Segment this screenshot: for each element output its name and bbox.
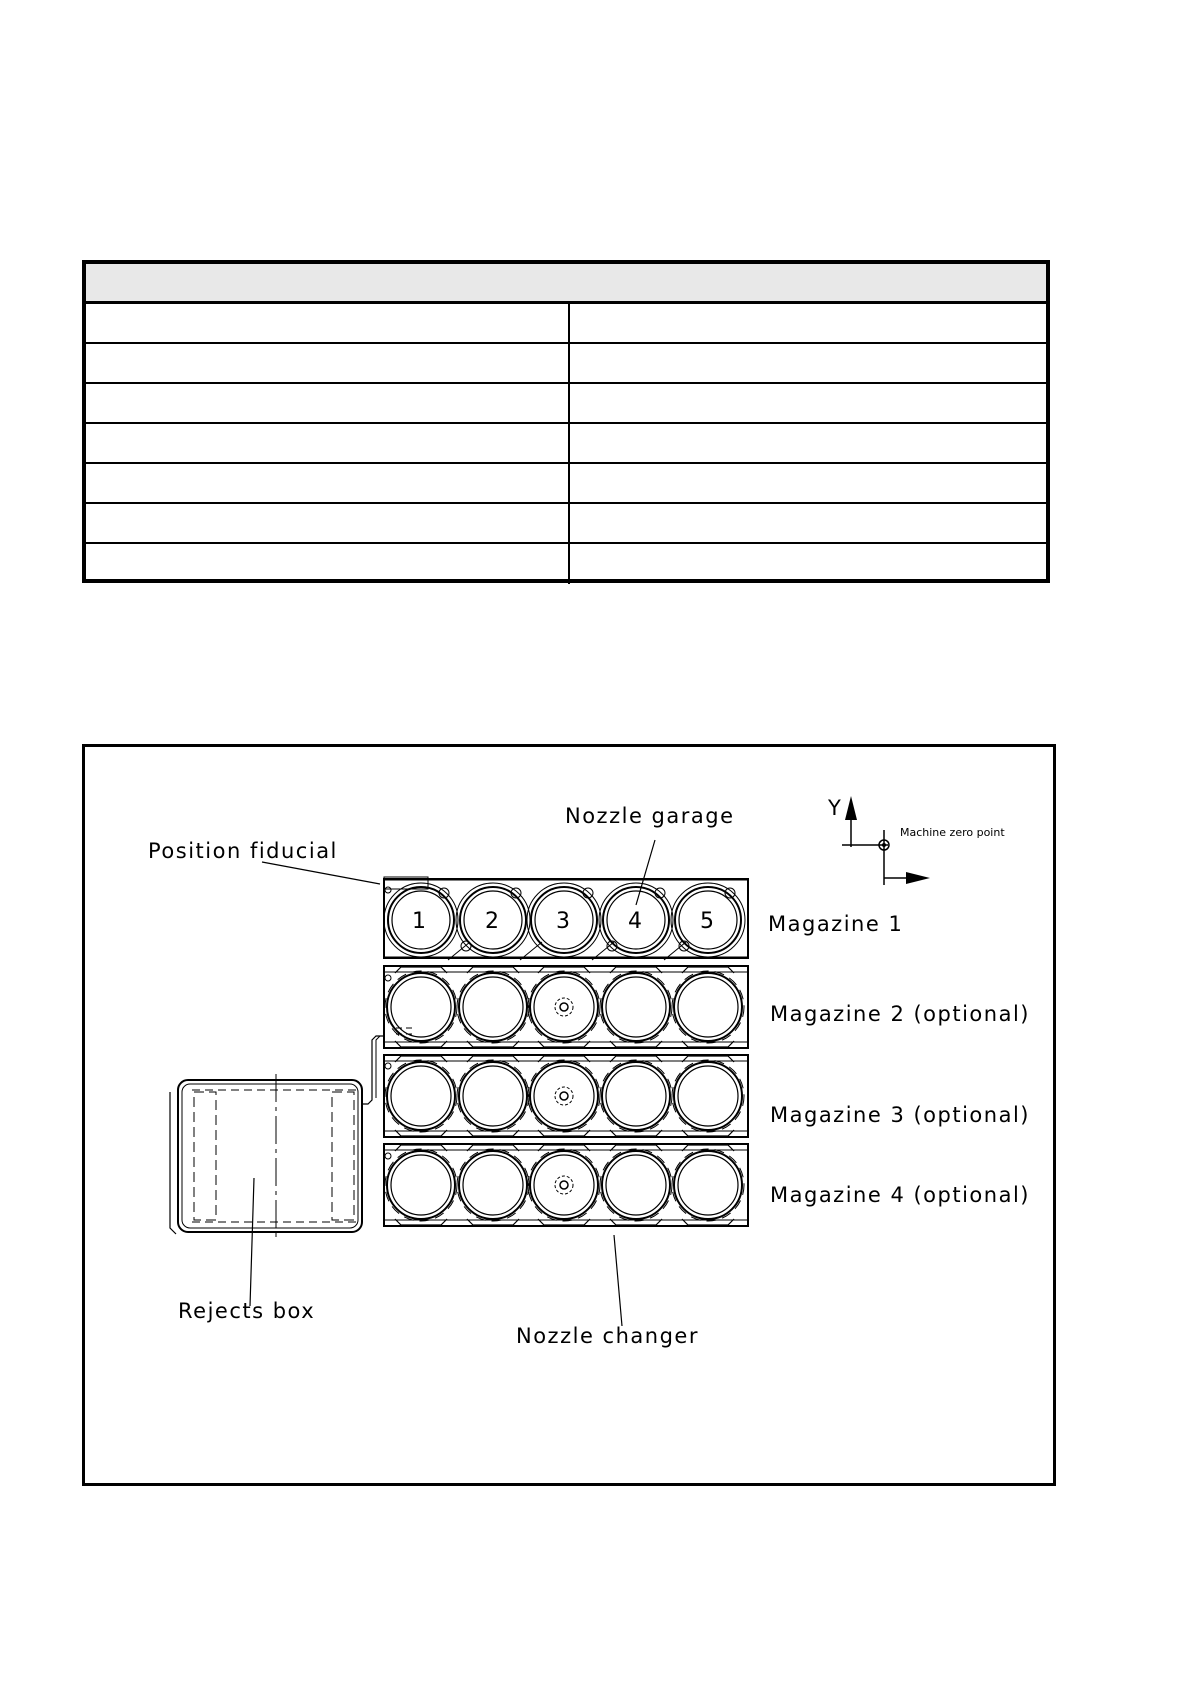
y-axis-arrow xyxy=(845,796,857,820)
y-axis-label: Y xyxy=(828,796,843,820)
connector-bracket xyxy=(362,1036,384,1104)
magazine-1-label: Magazine 1 xyxy=(768,912,904,936)
nozzle-changer-label: Nozzle changer xyxy=(516,1324,699,1348)
magazine-4-label: Magazine 4 (optional) xyxy=(770,1183,1030,1207)
rejects-box-label: Rejects box xyxy=(178,1299,316,1323)
slot-number: 1 xyxy=(412,909,426,934)
slot-number: 2 xyxy=(485,909,499,934)
machine-zero-axes xyxy=(827,796,1005,885)
slot-number: 4 xyxy=(628,909,642,934)
magazine-3-label: Magazine 3 (optional) xyxy=(770,1103,1030,1127)
position-fiducial-icon xyxy=(385,887,391,893)
magazine-4 xyxy=(384,1144,748,1226)
machine-zero-point-label: Machine zero point xyxy=(900,826,1005,839)
x-axis-arrow xyxy=(906,872,930,884)
nozzle-garage-label: Nozzle garage xyxy=(565,804,735,828)
magazine-2 xyxy=(384,966,748,1048)
magazine-3 xyxy=(384,1055,748,1137)
rejects-box xyxy=(170,1074,362,1240)
magazine-2-label: Magazine 2 (optional) xyxy=(770,1002,1030,1026)
magazine-1 xyxy=(384,877,748,960)
slot-number: 5 xyxy=(700,909,714,934)
position-fiducial-label: Position fiducial xyxy=(148,839,338,863)
slot-number: 3 xyxy=(556,909,570,934)
